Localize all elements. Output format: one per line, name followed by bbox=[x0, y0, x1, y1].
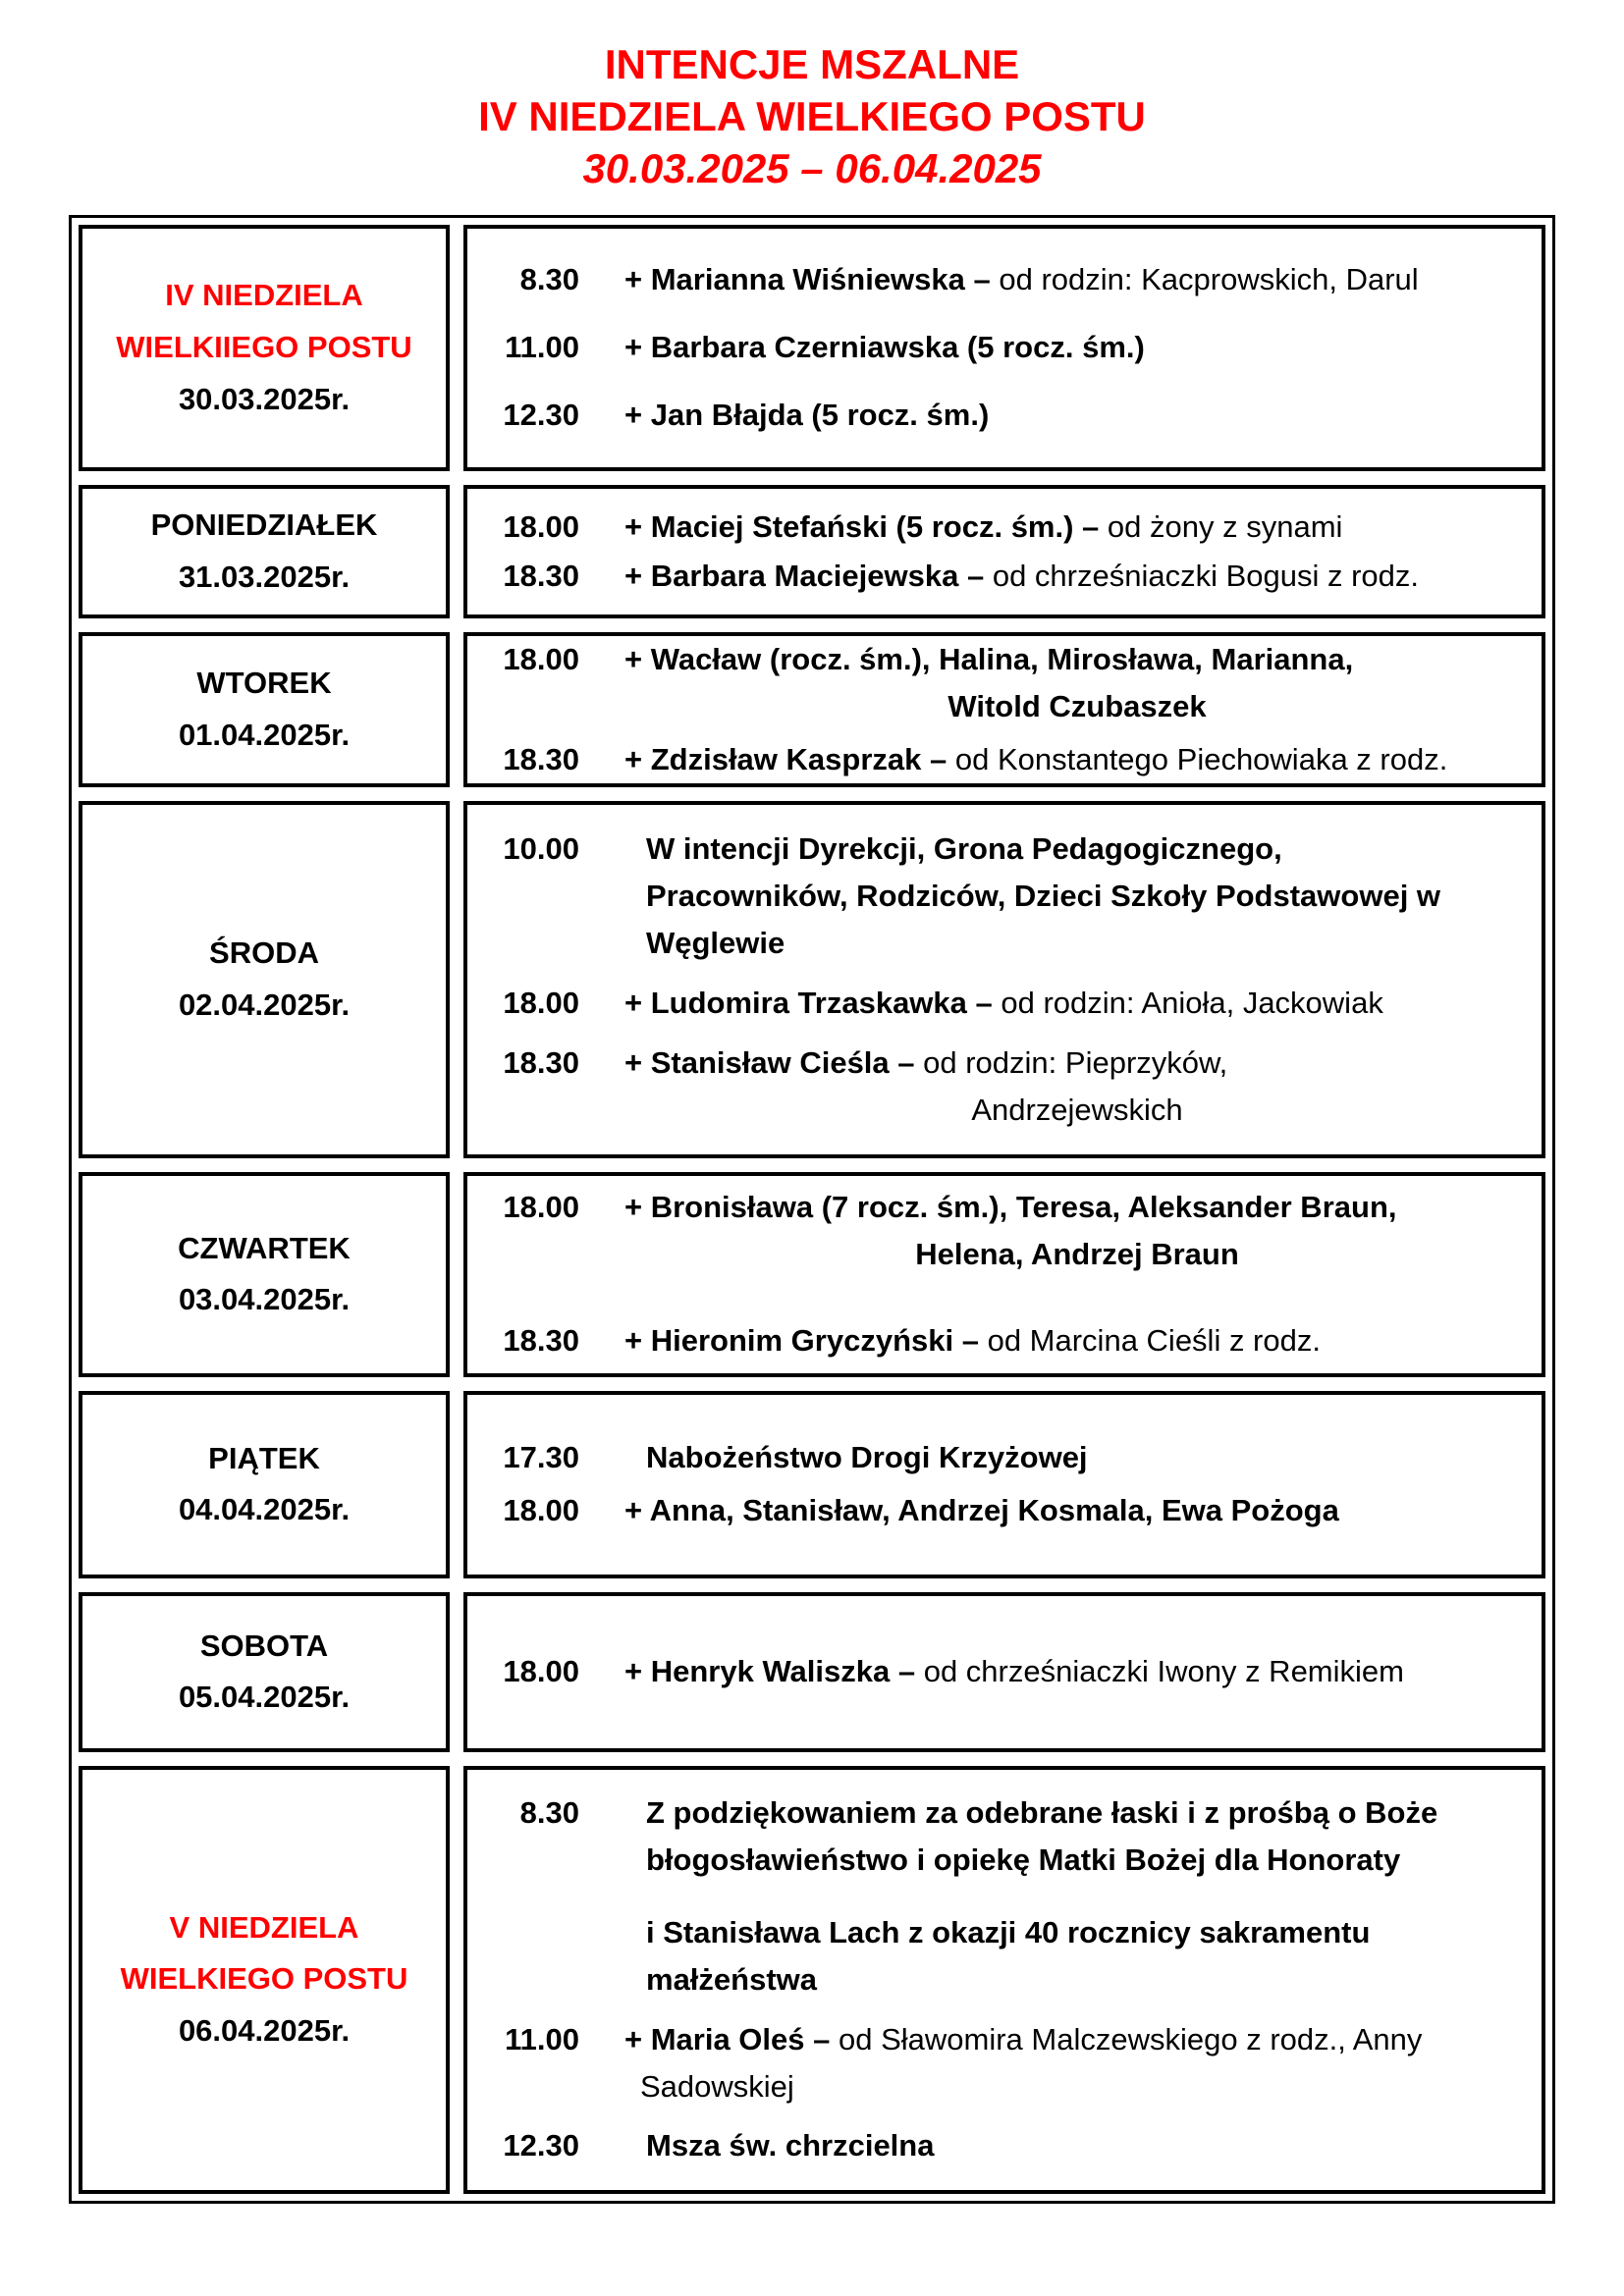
mass-intention bbox=[493, 1040, 1530, 1134]
intention-person: Helena, Andrzej Braun bbox=[915, 1237, 1239, 1272]
day-date: 04.04.2025r. bbox=[178, 1492, 351, 1527]
intention-line bbox=[624, 256, 1530, 303]
intention-donor: Sadowskiej bbox=[640, 2068, 794, 2104]
intentions-cell bbox=[457, 1165, 1552, 1384]
intention-line bbox=[624, 636, 1530, 683]
intention-line bbox=[624, 1837, 1530, 1884]
day-cell bbox=[72, 478, 457, 625]
intention-person: + Barbara Maciejewska – bbox=[624, 558, 993, 593]
intentions-cell bbox=[457, 1759, 1552, 2201]
intention-donor: od Konstantego Piechowiaka z rodz. bbox=[954, 741, 1448, 776]
page-title bbox=[0, 0, 1624, 195]
schedule-row bbox=[72, 1585, 1552, 1759]
day-cell bbox=[72, 1759, 457, 2201]
day-name: WIELKIEGO POSTU bbox=[120, 1961, 408, 1997]
day-cell bbox=[72, 1585, 457, 1759]
mass-intention bbox=[493, 1487, 1530, 1534]
mass-intention bbox=[493, 324, 1530, 371]
mass-time: 18.00 bbox=[503, 985, 579, 1020]
day-box bbox=[79, 1391, 450, 1578]
intention-line bbox=[624, 1648, 1530, 1695]
day-box bbox=[79, 485, 450, 618]
day-cell bbox=[72, 1384, 457, 1585]
day-box bbox=[79, 1172, 450, 1377]
intentions-box bbox=[463, 1592, 1545, 1752]
intentions-box bbox=[463, 1766, 1545, 2194]
mass-text bbox=[624, 980, 1530, 1027]
schedule-row bbox=[72, 1384, 1552, 1585]
schedule-table bbox=[69, 215, 1555, 2204]
intentions-box bbox=[463, 1391, 1545, 1578]
intentions-box bbox=[463, 225, 1545, 471]
intention-donor: od rodzin: Kacprowskich, Darul bbox=[999, 262, 1419, 297]
mass-text bbox=[624, 1648, 1530, 1695]
day-date: 03.04.2025r. bbox=[178, 1282, 351, 1317]
mass-time: 18.00 bbox=[503, 1190, 579, 1225]
intention-person: + Maria Oleś – bbox=[624, 2021, 839, 2056]
mass-text bbox=[624, 1040, 1530, 1134]
intention-person: Z podziękowaniem za odebrane łaski i z prośbą o Boże bbox=[646, 1795, 1438, 1831]
mass-time: 8.30 bbox=[519, 1795, 579, 1831]
intention-line bbox=[624, 1184, 1530, 1231]
intentions-box bbox=[463, 632, 1545, 787]
intention-line bbox=[624, 1909, 1530, 1956]
intention-person: + Zdzisław Kasprzak – bbox=[624, 741, 955, 776]
mass-time: 11.00 bbox=[505, 2021, 579, 2056]
intention-line bbox=[624, 826, 1530, 873]
mass-text bbox=[624, 256, 1530, 303]
intention-person: + Henryk Waliszka – bbox=[624, 1654, 924, 1689]
mass-time: 18.30 bbox=[503, 558, 579, 593]
day-box bbox=[79, 632, 450, 787]
intention-donor: od Sławomira Malczewskiego z rodz., Anny bbox=[838, 2021, 1423, 2056]
day-name: V NIEDZIELA bbox=[169, 1909, 359, 1945]
intention-line bbox=[624, 2063, 1530, 2110]
day-name: ŚRODA bbox=[209, 935, 319, 971]
intention-line bbox=[624, 1789, 1530, 1837]
day-cell bbox=[72, 625, 457, 794]
intention-line bbox=[624, 1087, 1530, 1134]
intention-person: + Bronisława (7 rocz. śm.), Teresa, Aleksander Braun, bbox=[624, 1190, 1397, 1225]
schedule-row bbox=[72, 1165, 1552, 1384]
day-date: 02.04.2025r. bbox=[178, 987, 351, 1022]
day-name: WIELKIIEGO POSTU bbox=[116, 329, 412, 364]
mass-time: 12.30 bbox=[503, 397, 579, 432]
intention-line bbox=[624, 873, 1530, 920]
day-cell bbox=[72, 794, 457, 1165]
intention-person: + Stanisław Cieśla – bbox=[624, 1044, 924, 1080]
intention-line bbox=[624, 1434, 1530, 1481]
mass-intention bbox=[493, 2016, 1530, 2110]
day-cell bbox=[72, 218, 457, 478]
intention-person: W intencji Dyrekcji, Grona Pedagogicznego, bbox=[646, 830, 1282, 866]
intentions-cell bbox=[457, 1384, 1552, 1585]
mass-intention bbox=[493, 256, 1530, 303]
mass-text bbox=[624, 2122, 1530, 2169]
intention-person: Pracowników, Rodziców, Dzieci Szkoły Podstawowej w bbox=[646, 878, 1441, 913]
mass-intention bbox=[493, 392, 1530, 439]
intention-donor: Andrzejewskich bbox=[971, 1092, 1183, 1127]
intention-line bbox=[624, 2016, 1530, 2063]
intention-person: Nabożeństwo Drogi Krzyżowej bbox=[646, 1440, 1088, 1475]
day-cell bbox=[72, 1165, 457, 1384]
mass-time: 17.30 bbox=[503, 1440, 579, 1475]
intentions-cell bbox=[457, 218, 1552, 478]
mass-intention bbox=[493, 736, 1530, 783]
page-title-line-2: IV NIEDZIELA WIELKIEGO POSTU bbox=[478, 92, 1146, 139]
intention-line bbox=[624, 324, 1530, 371]
intention-line bbox=[624, 392, 1530, 439]
mass-text bbox=[624, 1184, 1530, 1278]
intention-person: i Stanisława Lach z okazji 40 rocznicy sakramentu bbox=[646, 1915, 1371, 1950]
mass-text bbox=[624, 324, 1530, 371]
intention-donor: od rodzin: Pieprzyków, bbox=[923, 1044, 1228, 1080]
schedule-row bbox=[72, 478, 1552, 625]
intentions-cell bbox=[457, 1585, 1552, 1759]
day-date: 30.03.2025r. bbox=[178, 381, 351, 416]
mass-intention bbox=[493, 1434, 1530, 1481]
mass-time: 18.30 bbox=[503, 1044, 579, 1080]
day-name: IV NIEDZIELA bbox=[165, 278, 363, 313]
intention-line bbox=[624, 920, 1530, 967]
mass-time: 12.30 bbox=[503, 2128, 579, 2163]
mass-text bbox=[624, 553, 1530, 600]
mass-time: 18.00 bbox=[503, 1493, 579, 1528]
mass-intention bbox=[493, 2122, 1530, 2169]
mass-time: 18.00 bbox=[503, 641, 579, 676]
day-date: 06.04.2025r. bbox=[178, 2013, 351, 2049]
mass-intention bbox=[493, 1789, 1530, 2003]
intention-person: + Wacław (rocz. śm.), Halina, Mirosława, Marianna, bbox=[624, 641, 1354, 676]
intention-line bbox=[624, 553, 1530, 600]
intention-person: + Ludomira Trzaskawka – bbox=[624, 985, 1001, 1020]
day-name: CZWARTEK bbox=[178, 1230, 351, 1265]
intentions-box bbox=[463, 1172, 1545, 1377]
intention-person: błogosławieństwo i opiekę Matki Bożej dla Honoraty bbox=[646, 1842, 1401, 1878]
mass-text bbox=[624, 392, 1530, 439]
mass-time: 18.00 bbox=[503, 1654, 579, 1689]
intention-donor: od Marcina Cieśli z rodz. bbox=[987, 1323, 1321, 1359]
day-box bbox=[79, 225, 450, 471]
intention-person: Węglewie bbox=[646, 925, 785, 960]
intention-line bbox=[624, 1040, 1530, 1087]
mass-text bbox=[624, 2016, 1530, 2110]
intention-donor: od rodzin: Anioła, Jackowiak bbox=[1001, 985, 1383, 1020]
day-date: 05.04.2025r. bbox=[178, 1680, 351, 1715]
day-box bbox=[79, 801, 450, 1158]
intention-line bbox=[624, 683, 1530, 730]
mass-intention bbox=[493, 980, 1530, 1027]
mass-intention bbox=[493, 1184, 1530, 1278]
intention-line bbox=[624, 1956, 1530, 2003]
day-box bbox=[79, 1592, 450, 1752]
mass-text bbox=[624, 736, 1530, 783]
intentions-box bbox=[463, 801, 1545, 1158]
mass-text bbox=[624, 504, 1530, 551]
mass-time: 11.00 bbox=[505, 330, 579, 365]
intention-person: Witold Czubaszek bbox=[947, 688, 1207, 723]
day-name: WTOREK bbox=[196, 666, 332, 701]
intention-line bbox=[624, 736, 1530, 783]
mass-intention bbox=[493, 826, 1530, 967]
day-date: 31.03.2025r. bbox=[178, 559, 351, 594]
intention-line bbox=[624, 980, 1530, 1027]
mass-time: 18.00 bbox=[503, 508, 579, 544]
intention-line bbox=[624, 1317, 1530, 1364]
intentions-cell bbox=[457, 625, 1552, 794]
intentions-cell bbox=[457, 794, 1552, 1165]
schedule-row bbox=[72, 1759, 1552, 2201]
mass-time: 18.30 bbox=[503, 741, 579, 776]
intention-person: + Anna, Stanisław, Andrzej Kosmala, Ewa Pożoga bbox=[624, 1493, 1339, 1528]
intentions-cell bbox=[457, 478, 1552, 625]
intention-line bbox=[624, 1231, 1530, 1278]
intentions-box bbox=[463, 485, 1545, 618]
mass-intention bbox=[493, 553, 1530, 600]
schedule-row bbox=[72, 794, 1552, 1165]
intention-person: + Marianna Wiśniewska – bbox=[624, 262, 1000, 297]
intention-person: Msza św. chrzcielna bbox=[646, 2128, 935, 2163]
mass-time: 10.00 bbox=[503, 830, 579, 866]
page-title-date-range: 30.03.2025 – 06.04.2025 bbox=[582, 144, 1042, 191]
mass-text bbox=[624, 826, 1530, 967]
intention-person: + Hieronim Gryczyński – bbox=[624, 1323, 988, 1359]
mass-text bbox=[624, 1487, 1530, 1534]
day-name: SOBOTA bbox=[199, 1628, 329, 1663]
intention-line bbox=[624, 2122, 1530, 2169]
mass-intention bbox=[493, 1317, 1530, 1364]
schedule-row bbox=[72, 218, 1552, 478]
intention-donor: od chrześniaczki Bogusi z rodz. bbox=[992, 558, 1420, 593]
mass-intention bbox=[493, 1648, 1530, 1695]
mass-text bbox=[624, 1434, 1530, 1481]
intention-person: + Maciej Stefański (5 rocz. śm.) – bbox=[624, 508, 1108, 544]
intention-person: małżeństwa bbox=[646, 1962, 818, 1998]
page-title-line-1: INTENCJE MSZALNE bbox=[604, 41, 1020, 87]
intention-donor: od chrześniaczki Iwony z Remikiem bbox=[923, 1654, 1404, 1689]
intention-line bbox=[624, 1487, 1530, 1534]
day-box bbox=[79, 1766, 450, 2194]
schedule-row bbox=[72, 625, 1552, 794]
intention-line bbox=[624, 504, 1530, 551]
mass-time: 8.30 bbox=[519, 262, 579, 297]
mass-text bbox=[624, 1789, 1530, 2003]
mass-intention bbox=[493, 504, 1530, 551]
intention-person: + Jan Błajda (5 rocz. śm.) bbox=[624, 397, 990, 432]
day-name: PONIEDZIAŁEK bbox=[150, 507, 378, 543]
mass-text bbox=[624, 636, 1530, 730]
intention-donor: od żony z synami bbox=[1107, 508, 1343, 544]
day-date: 01.04.2025r. bbox=[178, 717, 351, 752]
mass-intention bbox=[493, 636, 1530, 730]
day-name: PIĄTEK bbox=[208, 1440, 320, 1475]
mass-time: 18.30 bbox=[503, 1323, 579, 1359]
intention-person: + Barbara Czerniawska (5 rocz. śm.) bbox=[624, 330, 1145, 365]
mass-text bbox=[624, 1317, 1530, 1364]
